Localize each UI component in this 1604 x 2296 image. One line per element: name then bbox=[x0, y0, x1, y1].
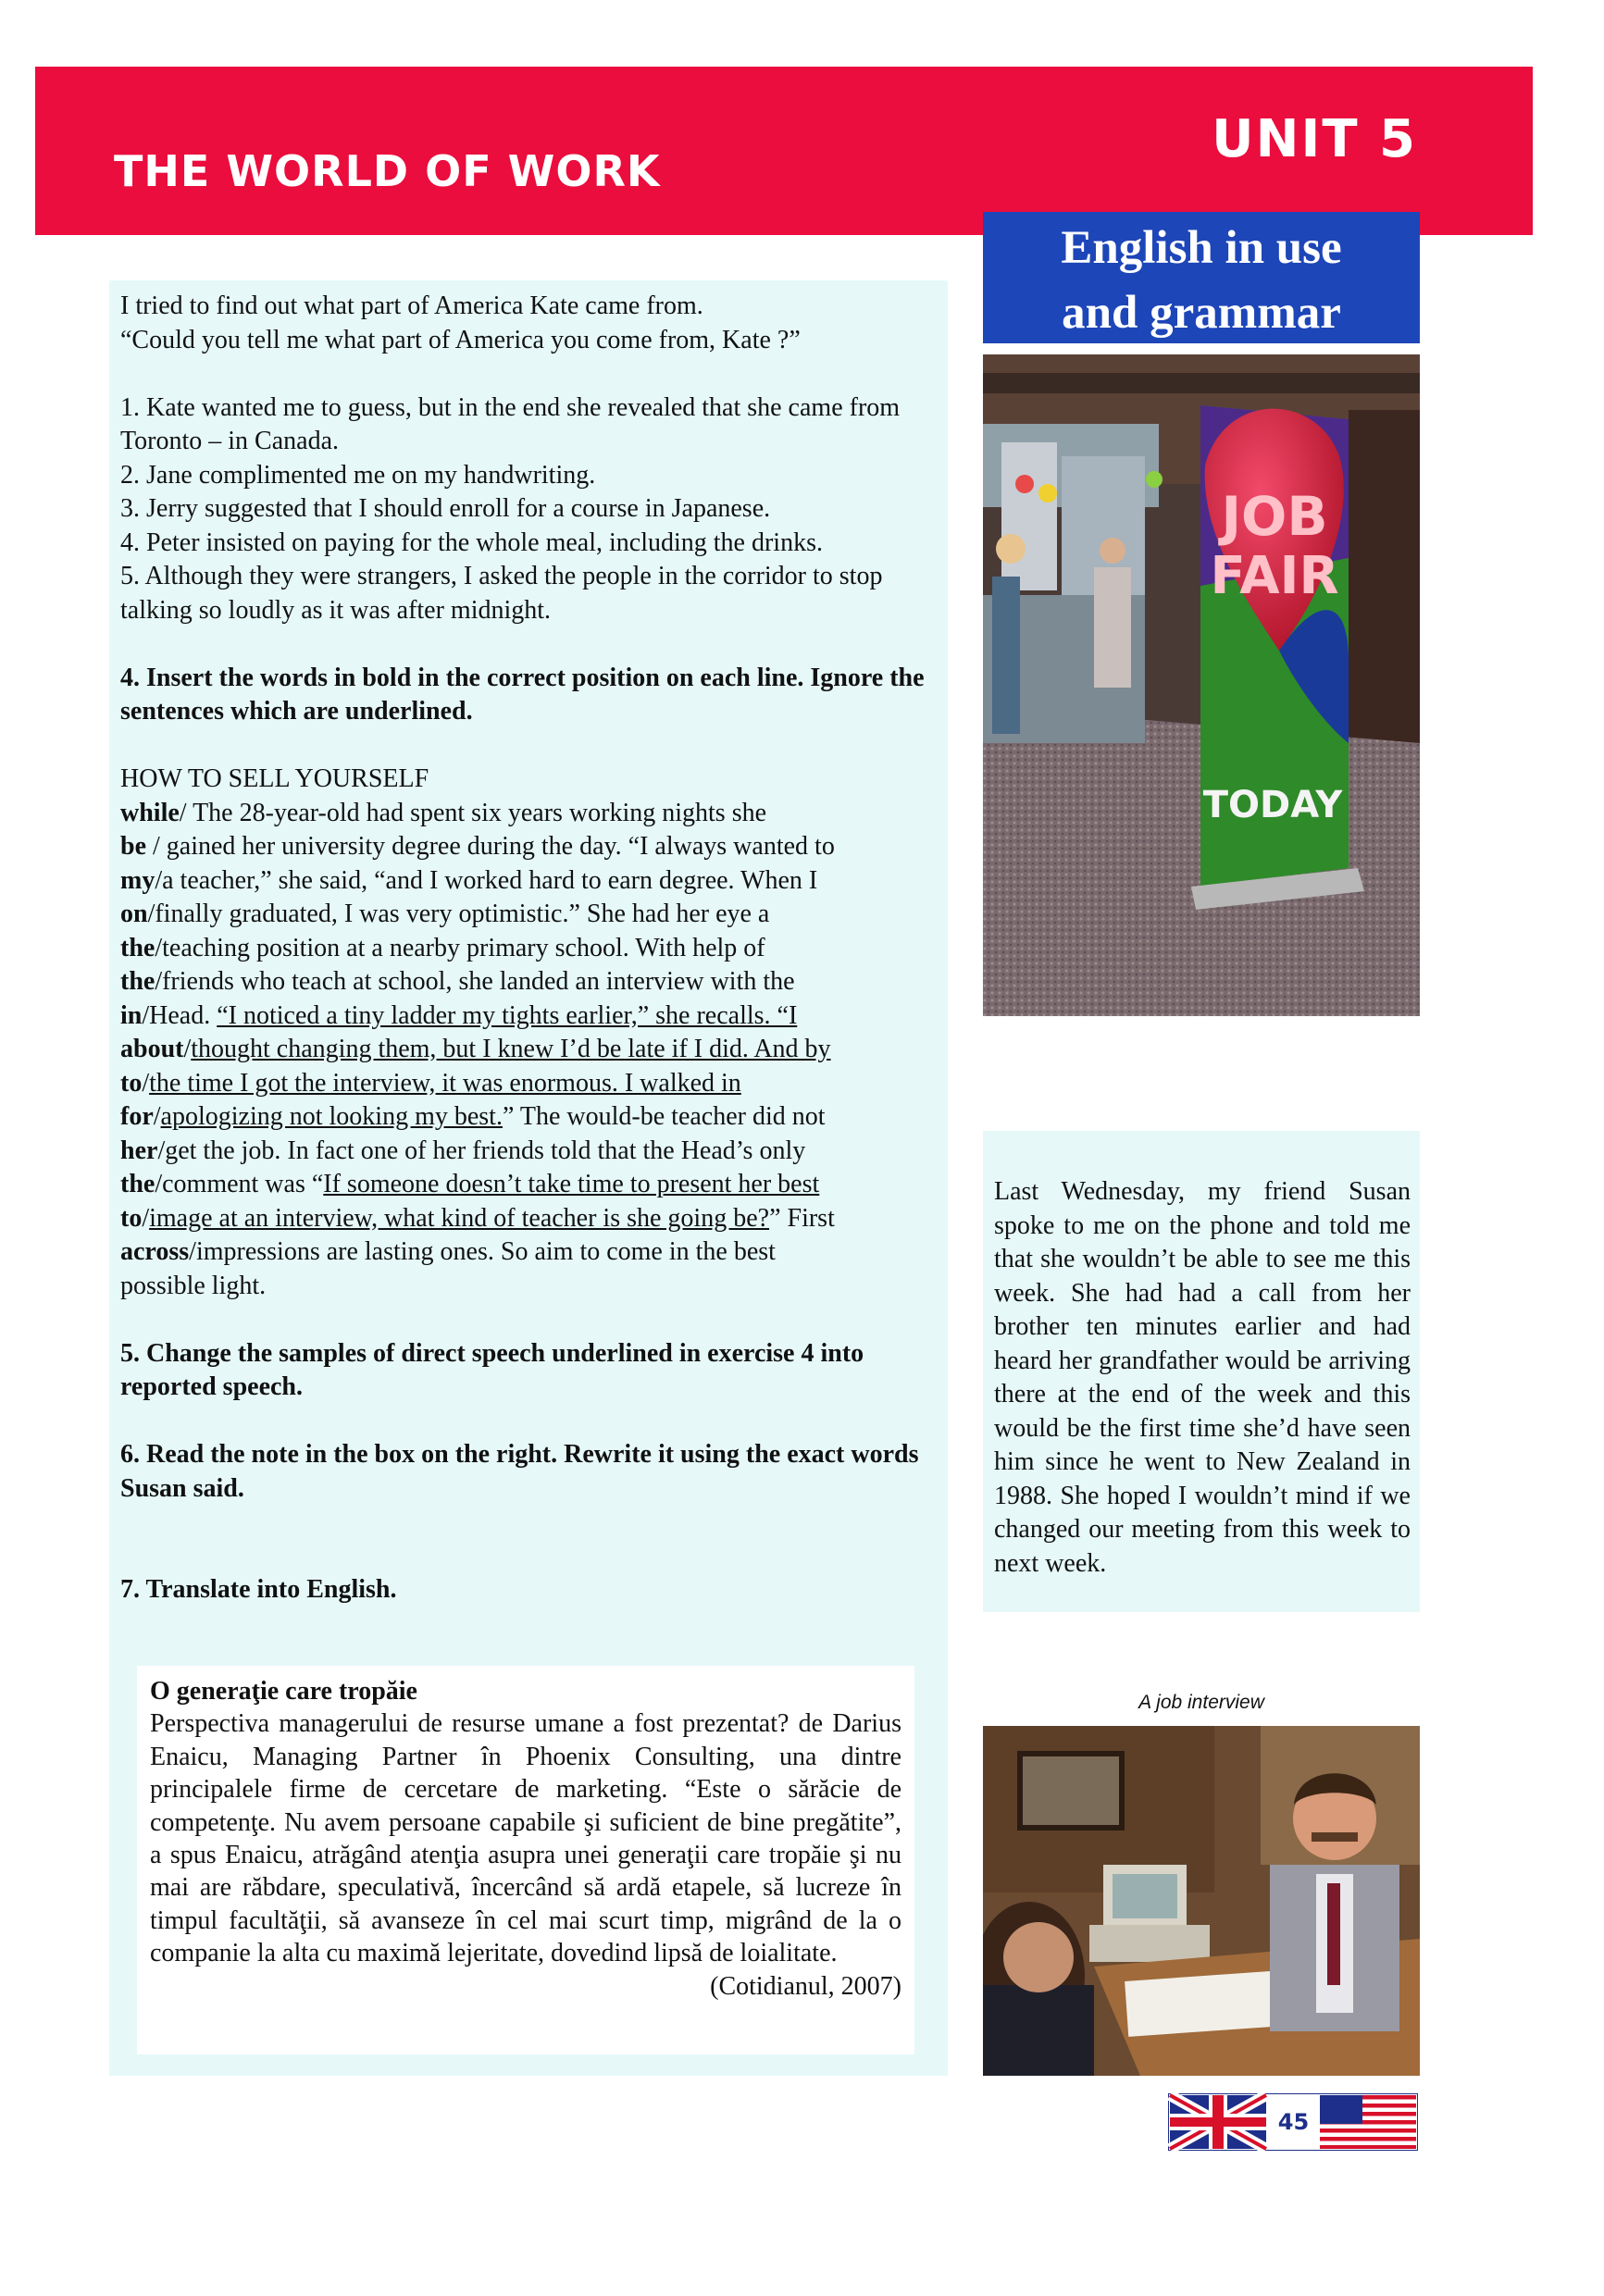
sentence: 1. Kate wanted me to guess, but in the end she revealed that she came from Toronto – in Canada. bbox=[120, 392, 901, 455]
grammar-heading-line-2: and grammar bbox=[1062, 287, 1341, 340]
bold-insert-word: in bbox=[120, 1000, 143, 1030]
story-line bbox=[120, 965, 935, 999]
page-footer bbox=[1168, 2093, 1418, 2151]
underlined-speech: apologizing not looking my best. bbox=[160, 1102, 503, 1131]
bold-insert-word: about bbox=[120, 1035, 184, 1063]
bold-insert-word: her bbox=[120, 1136, 158, 1165]
sentence: 4. Peter insisted on paying for the whole meal, including the drinks. bbox=[120, 527, 823, 557]
sentence: 5. Although they were strangers, I asked the people in the corridor to stop talking so loudly as it was after midnight. bbox=[120, 562, 883, 625]
job-interview-photo bbox=[983, 1726, 1420, 2076]
slash: / bbox=[155, 865, 163, 895]
story-line bbox=[120, 864, 935, 899]
line-text: teaching position at a nearby primary school. With help of bbox=[162, 933, 765, 962]
uk-flag-icon bbox=[1170, 2095, 1266, 2149]
story-line bbox=[120, 1033, 935, 1067]
bold-insert-word: for bbox=[120, 1102, 154, 1131]
story-line bbox=[120, 1168, 935, 1202]
slash: / bbox=[146, 832, 167, 861]
line-text: ” First bbox=[769, 1203, 835, 1233]
story-line bbox=[120, 797, 935, 831]
story-text bbox=[120, 797, 935, 1270]
story-line: possible light. bbox=[120, 1271, 267, 1300]
intro-line: “Could you tell me what part of America you come from, Kate ?” bbox=[120, 325, 801, 354]
line-text: a teacher,” she said, “and I worked hard to earn degree. When I bbox=[162, 865, 818, 895]
line-text: Head. bbox=[149, 1000, 218, 1030]
quote-title: O generaţie care tropăie bbox=[150, 1677, 417, 1706]
bold-insert-word: the bbox=[120, 933, 155, 962]
bold-insert-word: the bbox=[120, 967, 155, 996]
line-text: The 28-year-old had spent six years working nights she bbox=[193, 798, 767, 827]
quote-source: (Cotidianul, 2007) bbox=[710, 1971, 901, 2001]
underlined-speech: thought changing them, but I knew I’d be late if I did. And by bbox=[191, 1035, 831, 1063]
note-text: Last Wednesday, my friend Susan spoke to me on the phone and told me that she wouldn’t be able to see me this week. She had had a call from her brother ten minutes earlier and had heard her grandfather would be arriving there at the end of the week and this would be the first time she’d have seen him since he went to New Zealand in 1988. She hoped I wouldn’t mind if we changed our meeting from this week to next week. bbox=[994, 1177, 1411, 1578]
slash: / bbox=[155, 933, 163, 962]
bold-insert-word: my bbox=[120, 865, 155, 895]
underlined-speech: If someone doesn’t take time to present her best bbox=[323, 1170, 820, 1198]
slash: / bbox=[179, 798, 193, 827]
line-text: friends who teach at school, she landed an interview with the bbox=[162, 967, 795, 996]
us-flag-icon bbox=[1320, 2095, 1416, 2149]
translation-quote bbox=[137, 1666, 914, 2054]
underlined-speech: “I noticed a tiny ladder my tights earlier,” she recalls. “I bbox=[217, 1000, 798, 1030]
exercise-5-instruction: 5. Change the samples of direct speech underlined in exercise 4 into reported speech. bbox=[120, 1338, 864, 1401]
bold-insert-word: to bbox=[120, 1068, 143, 1098]
underlined-speech: the time I got the interview, it was enormous. I walked in bbox=[149, 1068, 741, 1098]
line-text: get the job. In fact one of her friends told that the Head’s only bbox=[165, 1136, 806, 1165]
sentence: 2. Jane complimented me on my handwriting. bbox=[120, 460, 596, 490]
underlined-speech: image at an interview, what kind of teacher is she going be? bbox=[149, 1203, 770, 1233]
slash: / bbox=[157, 1136, 166, 1165]
line-text: finally graduated, I was very optimistic.” She had her eye a bbox=[155, 900, 770, 928]
bold-insert-word: on bbox=[120, 900, 148, 928]
line-text: impressions are lasting ones. So aim to come in the best bbox=[195, 1237, 776, 1266]
intro-line: I tried to find out what part of America Kate came from. bbox=[120, 292, 703, 320]
story-line bbox=[120, 1135, 935, 1169]
line-text: ” The would-be teacher did not bbox=[502, 1102, 826, 1131]
sign-word-fair: FAIR bbox=[1210, 546, 1339, 606]
slash: / bbox=[142, 1000, 150, 1030]
bold-insert-word: while bbox=[120, 798, 180, 827]
line-text: gained her university degree during the day. “I always wanted to bbox=[166, 832, 835, 861]
story-line bbox=[120, 932, 935, 966]
story-line bbox=[120, 1202, 935, 1236]
slash: / bbox=[189, 1237, 196, 1266]
grammar-heading-box bbox=[983, 212, 1420, 343]
story-line bbox=[120, 1067, 935, 1101]
job-fair-photo bbox=[983, 354, 1420, 1016]
slash: / bbox=[142, 1068, 150, 1098]
exercise-4-instruction: 4. Insert the words in bold in the correct position on each line. Ignore the sentences which are underlined. bbox=[120, 663, 925, 726]
slash: / bbox=[155, 967, 163, 996]
sentence: 3. Jerry suggested that I should enroll for a course in Japanese. bbox=[120, 494, 771, 523]
bold-insert-word: be bbox=[120, 832, 146, 861]
story-line bbox=[120, 1100, 935, 1135]
quote-body: Perspectiva managerului de resurse umane a fost prezentat? de Darius Enaicu, Managing Partner în Phoenix Consulting, una dintre principalele firme de cercetare de marketing. “Este o sărăcie de competenţe. Nu avem persoane capabile şi suficient de bine pregătite”, a spus Enaicu, atrăgând atenţia asupra unei generaţii care tropăie şi nu mai are răbdare, speculativă, încercând să ardă etapele, să lucreze în timpul facultăţii, să avanseze în cel mai scurt timp, migrând de la o companie la alta cu maximă lejeritate, dovedind lipsă de loialitate. bbox=[150, 1709, 901, 1968]
header-banner bbox=[35, 67, 1533, 235]
sign-word-job: JOB bbox=[1221, 485, 1328, 548]
slash: / bbox=[142, 1203, 150, 1233]
story-line bbox=[120, 898, 935, 932]
slash: / bbox=[153, 1102, 161, 1131]
story-line bbox=[120, 830, 935, 864]
bold-insert-word: the bbox=[120, 1170, 155, 1198]
grammar-heading-line-1: English in use bbox=[1061, 222, 1342, 274]
slash: / bbox=[155, 1170, 163, 1198]
exercise-7-instruction: 7. Translate into English. bbox=[120, 1575, 397, 1604]
sign-word-today: TODAY bbox=[1202, 784, 1343, 826]
story-line bbox=[120, 999, 935, 1034]
slash: / bbox=[183, 1035, 192, 1063]
story-title: HOW TO SELL YOURSELF bbox=[120, 764, 429, 793]
unit-title: UNIT 5 bbox=[1212, 109, 1417, 169]
susan-note-box bbox=[983, 1131, 1420, 1612]
bold-insert-word: to bbox=[120, 1203, 143, 1233]
bold-insert-word: across bbox=[120, 1237, 190, 1266]
exercise-6-instruction: 6. Read the note in the box on the right. Rewrite it using the exact words Susan said. bbox=[120, 1440, 919, 1503]
photo-caption: A job interview bbox=[1138, 1692, 1264, 1713]
line-text: comment was “ bbox=[162, 1170, 324, 1198]
slash: / bbox=[147, 900, 155, 928]
section-title: THE WORLD OF WORK bbox=[114, 146, 661, 196]
story-line bbox=[120, 1235, 935, 1270]
page-number: 45 bbox=[1277, 2109, 1310, 2135]
